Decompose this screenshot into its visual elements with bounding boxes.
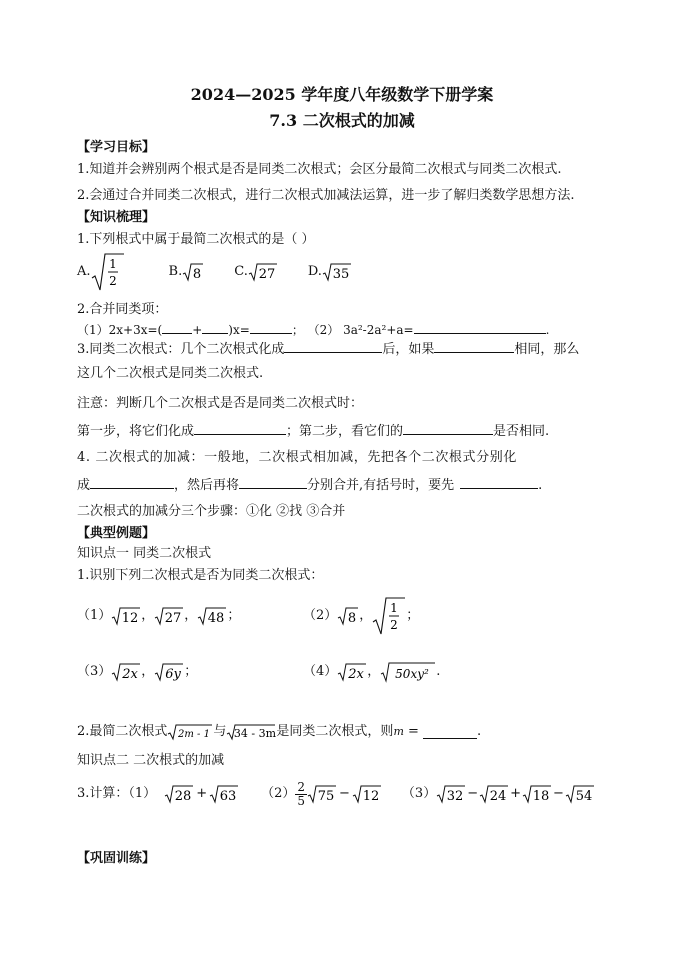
- radicand: 2x: [348, 667, 365, 682]
- radical-24: [479, 784, 509, 804]
- option-c-radical: [248, 262, 278, 282]
- option-a-num: 1: [108, 257, 117, 271]
- example-1-part-3: [77, 660, 197, 684]
- option-d-value: 35: [332, 267, 350, 282]
- blank[interactable]: [423, 725, 477, 739]
- denominator: 2: [390, 618, 399, 632]
- e3-part-2-label: （2）: [261, 786, 296, 801]
- radical-34-3m: [226, 723, 276, 742]
- blank[interactable]: [460, 475, 538, 489]
- radical-sign-icon: [91, 252, 125, 292]
- radicand: 12: [122, 611, 139, 626]
- example-1: 1.识别下列二次根式是否为同类二次根式：: [77, 568, 324, 583]
- question-3: [77, 339, 579, 359]
- knowledge-point-2: 知识点二 二次根式的加减: [77, 753, 225, 768]
- e2-text-b: 与: [213, 724, 227, 739]
- radical-27: [154, 606, 184, 626]
- option-d-radical: [322, 262, 352, 282]
- minus-sign: −: [339, 786, 350, 801]
- note: 注意：判断几个二次根式是否是同类二次根式时：: [77, 396, 364, 411]
- blank[interactable]: [194, 421, 286, 435]
- part-label: （1）: [77, 608, 112, 623]
- radicand: 2x: [122, 667, 139, 682]
- blank[interactable]: [403, 421, 493, 435]
- e3-label: 3.计算：（1）: [77, 786, 157, 801]
- part-label: （3）: [77, 664, 112, 679]
- radical-sign-icon: [111, 606, 141, 626]
- radical-sign-icon: [248, 262, 278, 282]
- radical-48: [197, 606, 227, 626]
- example-1-part-1: [77, 598, 240, 634]
- period: .: [436, 664, 441, 679]
- blank[interactable]: [202, 320, 228, 334]
- radical-2m-1: [167, 723, 213, 742]
- radical-sign-icon: [164, 784, 194, 804]
- blank[interactable]: [284, 339, 382, 353]
- radicand: 2m - 1: [178, 728, 211, 740]
- comma: ，: [141, 664, 155, 679]
- e3-part-3-label: （3）: [401, 786, 437, 801]
- e2-text-c: 是同类二次根式，则: [276, 724, 394, 739]
- plus-sign: +: [196, 786, 208, 801]
- radical-12: [352, 784, 382, 804]
- question-4: 4. 二次根式的加减：一般地，二次根式相加减，先把各个二次根式分别化: [77, 450, 517, 465]
- note-steps: [77, 421, 549, 441]
- examples-heading: 【典型例题】: [77, 526, 156, 541]
- radical-75: [307, 784, 337, 804]
- radical-sign-icon: [226, 723, 276, 741]
- radical-sign-icon: [565, 784, 595, 804]
- denominator: 5: [297, 793, 306, 808]
- radicand: 54: [575, 789, 593, 804]
- comma: ，: [141, 608, 155, 623]
- radical-8: [337, 606, 359, 626]
- radicand: 63: [219, 789, 237, 804]
- radical-32: [436, 784, 466, 804]
- step-c: 是否相同.: [493, 424, 550, 439]
- q4-text-3: 分别合并,有括号时，要先: [307, 478, 455, 493]
- radical-sign-icon: [337, 606, 359, 626]
- comma: ，: [359, 608, 373, 623]
- option-b-label: B.: [168, 264, 183, 279]
- radical-sign-icon: [307, 784, 337, 804]
- comma: ，: [367, 664, 381, 679]
- numerator: 2: [297, 779, 306, 794]
- radical-sign-icon: [167, 723, 213, 741]
- radical-18: [522, 784, 552, 804]
- minus-sign: −: [467, 786, 479, 801]
- radicand: 48: [208, 611, 225, 626]
- radical-sign-icon: [380, 661, 436, 683]
- radical-sign-icon: [154, 606, 184, 626]
- radical-sign-icon: [337, 662, 367, 682]
- minus-sign: −: [553, 786, 564, 801]
- q3-text-c: 相同，那么: [514, 342, 580, 357]
- blank[interactable]: [414, 320, 546, 334]
- radical-sign-icon: [111, 662, 141, 682]
- radical-one-half: [372, 596, 406, 636]
- addition-steps: 二次根式的加减分三个步骤：①化 ②找 ③合并: [77, 504, 346, 519]
- radical-sign-icon: [322, 262, 352, 282]
- practice-heading: 【巩固训练】: [77, 851, 156, 866]
- radicand: 12: [362, 789, 380, 804]
- option-b-radical: [182, 262, 204, 282]
- question-3-line2: 这几个二次根式是同类二次根式.: [77, 366, 264, 381]
- variable-m: m: [393, 725, 404, 738]
- q2-end: .: [545, 323, 550, 337]
- radical-2x: [337, 662, 367, 682]
- radical-6y: [154, 662, 184, 682]
- question-4-line2: [77, 475, 542, 495]
- radical-sign-icon: [479, 784, 509, 804]
- radicand: 8: [348, 611, 357, 626]
- option-a-radical: [91, 252, 125, 292]
- blank[interactable]: [434, 339, 514, 353]
- blank[interactable]: [239, 475, 307, 489]
- q2-part2: ； （2） 3a²-2a²+a=: [291, 323, 414, 337]
- radical-63: [209, 784, 239, 804]
- semicolon: ；: [227, 608, 241, 623]
- radicand: 6y: [165, 667, 182, 682]
- knowledge-heading: 【知识梳理】: [77, 210, 156, 225]
- question-1-options: [77, 252, 352, 292]
- radicand: 75: [317, 789, 335, 804]
- semicolon: ；: [184, 664, 198, 679]
- radical-12: [111, 606, 141, 626]
- question-2-parts: [77, 320, 549, 339]
- radicand: 34 - 3m: [234, 726, 277, 740]
- example-3: [77, 776, 595, 812]
- plus-sign: +: [510, 786, 522, 801]
- radicand: 27: [165, 611, 182, 626]
- radical-sign-icon: [372, 596, 406, 636]
- equals: =: [403, 724, 424, 739]
- q4-text-1: 成: [77, 478, 91, 493]
- knowledge-point-1: 知识点一 同类二次根式: [77, 546, 212, 561]
- option-a-label: A.: [77, 264, 91, 279]
- comma: ，: [184, 608, 198, 623]
- question-1: 1.下列根式中属于最简二次根式的是（ ）: [77, 232, 315, 247]
- q3-text-b: 后，如果: [382, 342, 435, 357]
- radicand: 24: [489, 789, 507, 804]
- radical-54: [565, 784, 595, 804]
- semicolon: ；: [406, 608, 420, 623]
- q3-text-a: 3.同类二次根式：几个二次根式化成: [77, 342, 285, 357]
- option-c-value: 27: [258, 267, 276, 282]
- radicand: 18: [532, 789, 550, 804]
- radical-sign-icon: [352, 784, 382, 804]
- lesson-title: 7.3 二次根式的加减: [269, 111, 415, 130]
- radicand: 32: [446, 789, 464, 804]
- radical-sign-icon: [154, 662, 184, 682]
- option-d-label: D.: [307, 264, 322, 279]
- option-c-label: C.: [234, 264, 248, 279]
- q2-part1-plus: +: [192, 323, 203, 337]
- blank[interactable]: [250, 320, 292, 334]
- step-a: 第一步，将它们化成: [77, 424, 195, 439]
- radical-28: [164, 784, 194, 804]
- radical-50xy2: [380, 661, 436, 683]
- step-b: ；第二步，看它们的: [286, 424, 404, 439]
- page-title: 2024—2025 学年度八年级数学下册学案: [190, 85, 494, 104]
- fraction-two-fifths: [295, 781, 307, 808]
- q4-text-4: .: [538, 478, 543, 493]
- part-label: （2）: [303, 608, 338, 623]
- example-1-part-2: [303, 594, 419, 638]
- radical-sign-icon: [522, 784, 552, 804]
- q4-text-2: ，然后再将: [174, 478, 240, 493]
- numerator: 1: [390, 601, 399, 615]
- q2-part1-start: （1）2x+3x=(: [77, 323, 163, 337]
- goal-1: 1.知道并会辨别两个根式是否是同类二次根式；会区分最简二次根式与同类二次根式.: [77, 162, 562, 177]
- option-b-value: 8: [193, 267, 202, 282]
- radicand: 50xy²: [395, 667, 430, 681]
- blank[interactable]: [162, 320, 192, 334]
- q2-part1-x: )x=: [228, 323, 250, 337]
- part-label: （4）: [303, 664, 338, 679]
- radical-sign-icon: [197, 606, 227, 626]
- radical-sign-icon: [182, 262, 204, 282]
- example-1-part-4: [303, 658, 440, 686]
- option-a-den: 2: [108, 274, 117, 288]
- example-2: [77, 722, 481, 742]
- goals-heading: 【学习目标】: [77, 140, 156, 155]
- radicand: 28: [174, 789, 192, 804]
- e2-text-a: 2.最简二次根式: [77, 724, 168, 739]
- blank[interactable]: [90, 475, 174, 489]
- period: .: [477, 724, 482, 739]
- question-2: 2.合并同类项：: [77, 302, 168, 317]
- radical-sign-icon: [436, 784, 466, 804]
- radical-sign-icon: [209, 784, 239, 804]
- radical-2x: [111, 662, 141, 682]
- goal-2: 2.会通过合并同类二次根式，进行二次根式加减法运算，进一步了解归类数学思想方法.: [77, 188, 575, 203]
